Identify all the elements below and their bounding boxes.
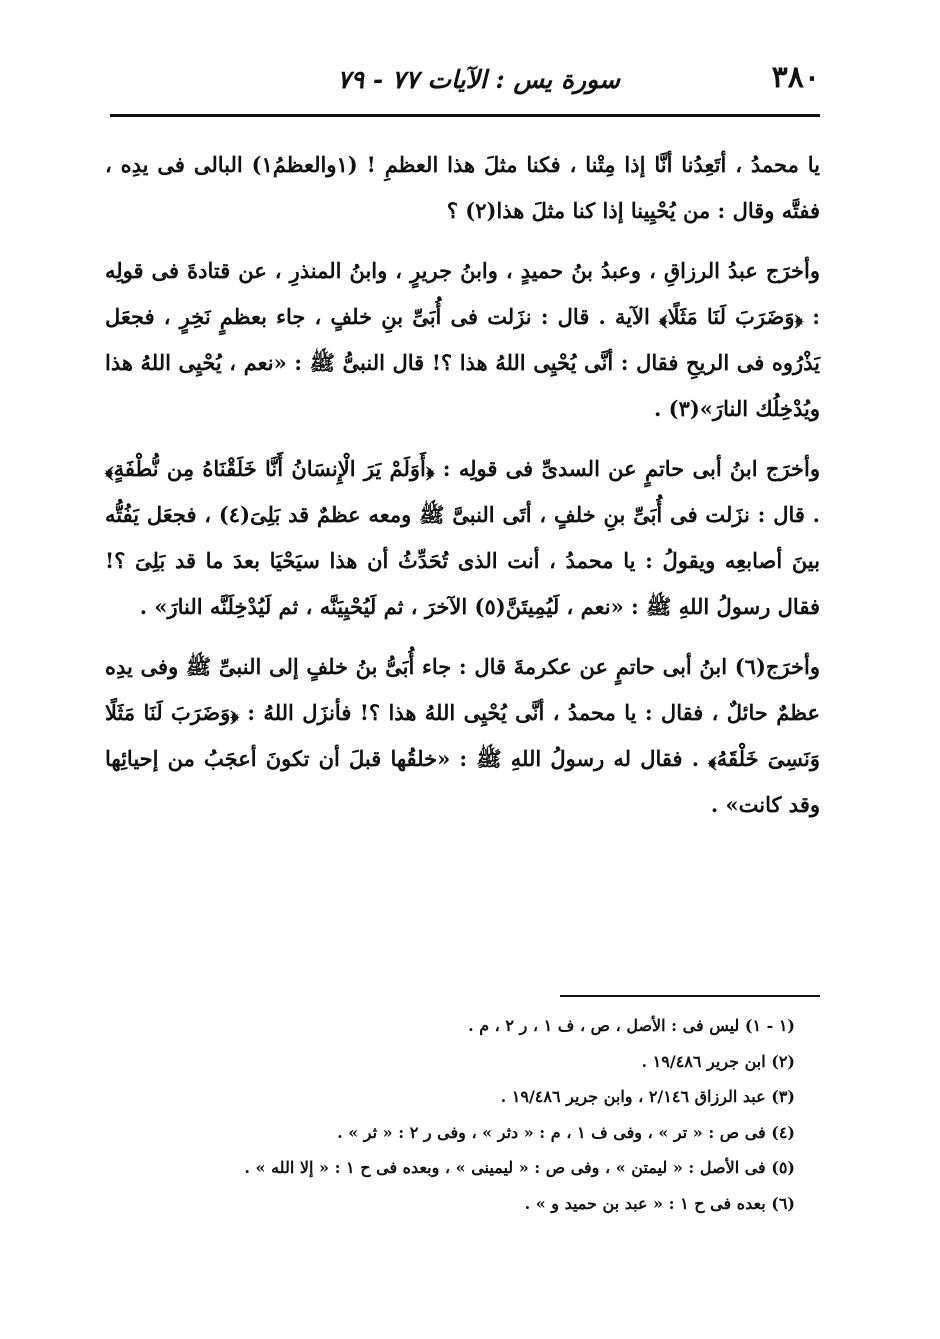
page-number: ٣٨٠ [771,60,820,95]
paragraph-2 [105,248,820,432]
paragraph-1 [105,142,820,234]
page-header [110,58,820,104]
paragraph-2-text: عبدُ الرزاقِ ، وعبدُ بنُ حميدٍ ، وابنُ جريرٍ ، وابنُ المنذرِ ، عن قتادةَ فى قولِه : ﴿وَضَرَبَ لَنَا مَثَلًا﴾ الآية . قال : نزَلت فى أُبَىِّ بنِ خلفٍ ، جاء بعظمٍ نَخِرٍ ، فجعَل يَذْرُوه فى الريحِ فقال : أنَّى يُحْيِى اللهُ هذا ؟! قال النبىُّ ﷺ : «نعم ، يُحْيِى اللهُ هذا ويُدْخِلُك النارَ»(٣) . [105,258,820,421]
footnote-2: (٢) ابن جرير ١٩/٤٨٦ . [641,1051,795,1071]
footnote-1: (١ - ١) ليس فى : الأصل ، ص ، ف ١ ، ر ٢ ، م . [468,1016,795,1035]
running-title: سورة يس : الآيات ٧٧ - ٧٩ [337,65,620,94]
paragraph-3-lead: وأخرَج [765,456,821,481]
paragraph-4-text: ابنُ أبى حاتمٍ عن عكرمةَ قال : جاء أُبَىُّ بنُ خلفٍ إلى النبىِّ ﷺ وفى يدِه عظمٌ حائلٌ ، فقال : يا محمدُ ، أنَّى يُحْيِى اللهُ هذا ؟! فأنزَل اللهُ : ﴿وَضَرَبَ لَنَا مَثَلًا وَنَسِىَ خَلْقَهُ﴾ . فقال له رسولُ اللهِ ﷺ : «خلقُها قبلَ أن تكونَ أعجَبُ من إحيائِها وقد كانت» . [105,654,820,817]
footnotes-list [105,1008,795,1221]
paragraph-4 [105,644,820,828]
main-text [105,142,820,842]
paragraph-3 [105,446,820,630]
footnote-4: (٤) فى ص : « تر » ، وفى ف ١ ، م : « دثر » ، وفى ر ٢ : « ثر » . [337,1122,795,1142]
footnote-5: (٥) فى الأصل : « ليمتن » ، وفى ص : « ليمينى » ، وبعده فى ح ١ : « إلا الله » . [244,1158,795,1177]
footnote-6: (٦) بعده فى ح ١ : « عبد بن حميد و » . [524,1193,795,1213]
paragraph-1-text: يا محمدُ ، أتَعِدُنا أنَّا إذا مِتْنا ، فكنا مثلَ هذا العظمِ ! (١والعظمُ١) البالى فى يدِه ، ففتَّه وقال : من يُحْيِينا إذا كنا مثلَ هذا(٢) ؟ [105,152,820,223]
footnote-divider [560,995,820,997]
paragraph-2-lead: وأخرَج [765,258,820,283]
footnote-3: (٣) عبد الرزاق ٢/١٤٦ ، وابن جرير ١٩/٤٨٦ . [500,1087,795,1106]
paragraph-4-lead: وأخرَج(٦) [734,654,820,679]
paragraph-3-text: ابنُ أبى حاتمٍ عن السدىِّ فى قولِه : ﴿أَوَلَمْ يَرَ الْإِنسَانُ أَنَّا خَلَقْنَاهُ مِن نُّطْفَةٍ﴾ . قال : نزَلت فى أُبَىِّ بنِ خلفٍ ، أتَى النبىَّ ﷺ ومعه عظمٌ قد بَلِىَ(٤) ، فجعَل يَفُتُّه بينَ أصابعِه ويقولُ : يا محمدُ ، أنت الذى تُحَدِّثُ أن هذا سيَحْيَا بعدَ ما قد بَلِىَ ؟! فقال رسولُ اللهِ ﷺ : «نعم ، لَيُمِيتَنَّ(٥) الآخرَ ، ثم لَيُحْيِيَنَّه ، ثم لَيُدْخِلَنَّه النارَ» . [105,456,820,619]
header-divider [110,114,820,117]
